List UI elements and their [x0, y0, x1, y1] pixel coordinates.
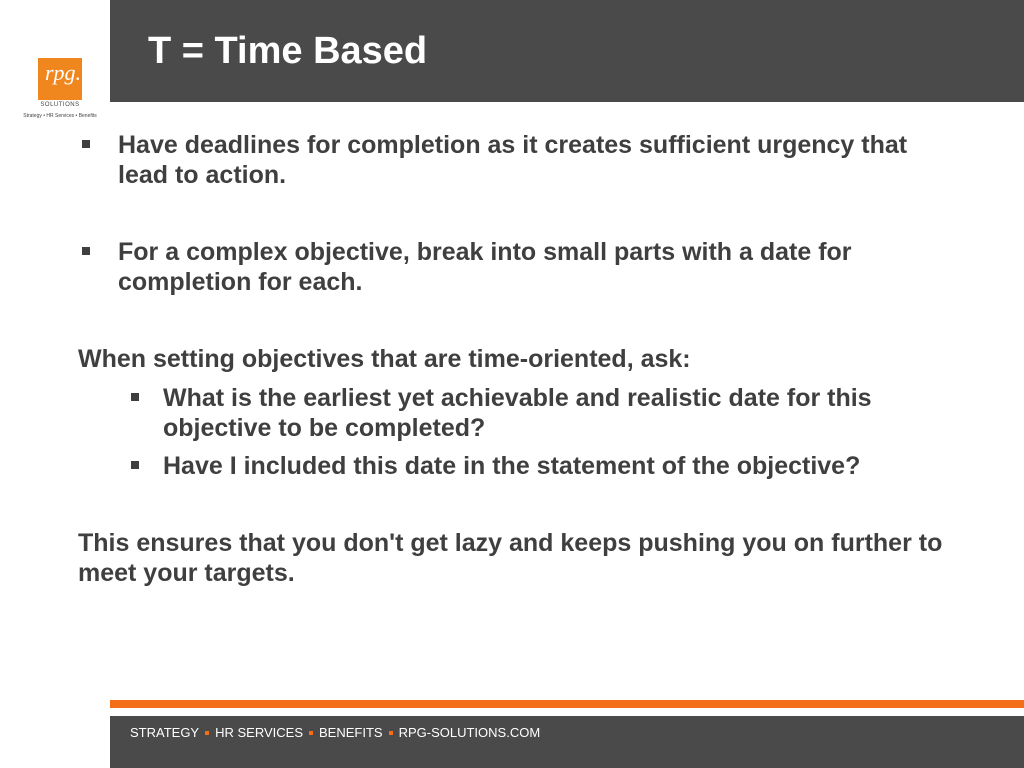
bullet-text: Have deadlines for completion as it creates sufficient urgency that lead to action. [118, 131, 908, 189]
bullet-item [78, 130, 948, 190]
footer-separator [389, 731, 393, 735]
question-text: What is the earliest yet achievable and realistic date for this objective to be completed? [163, 384, 872, 442]
footer-accent-line [110, 700, 1024, 708]
ask-intro: When setting objectives that are time-oriented, ask: [78, 345, 691, 373]
footer-website: RPG-SOLUTIONS.COM [398, 725, 541, 740]
logo-tagline: Strategy • HR Services • Benefits [23, 113, 97, 119]
square-bullet-icon [131, 461, 139, 469]
footer-text [130, 726, 540, 740]
footer-bar [110, 716, 1024, 768]
footer-separator [309, 731, 313, 735]
company-logo [0, 0, 110, 122]
square-bullet-icon [82, 247, 90, 255]
logo-name: SOLUTIONS [40, 102, 80, 108]
logo-mark: rpg. [44, 60, 82, 85]
slide-content [78, 130, 948, 588]
question-text: Have I included this date in the statement of the objective? [163, 452, 861, 480]
title-bar [110, 0, 1024, 102]
square-bullet-icon [131, 393, 139, 401]
closing-statement: This ensures that you don't get lazy and keeps pushing you on further to meet your targets. [78, 529, 943, 587]
footer-item: HR SERVICES [215, 725, 304, 740]
question-list [123, 383, 948, 481]
square-bullet-icon [82, 140, 90, 148]
bullet-item [78, 237, 948, 297]
footer-separator [205, 731, 209, 735]
question-item [123, 383, 948, 443]
bullet-text: For a complex objective, break into small parts with a date for completion for each. [118, 238, 852, 296]
question-item [123, 451, 948, 481]
slide-title: T = Time Based [148, 30, 428, 72]
footer-item: BENEFITS [319, 725, 383, 740]
footer-item: STRATEGY [130, 725, 200, 740]
